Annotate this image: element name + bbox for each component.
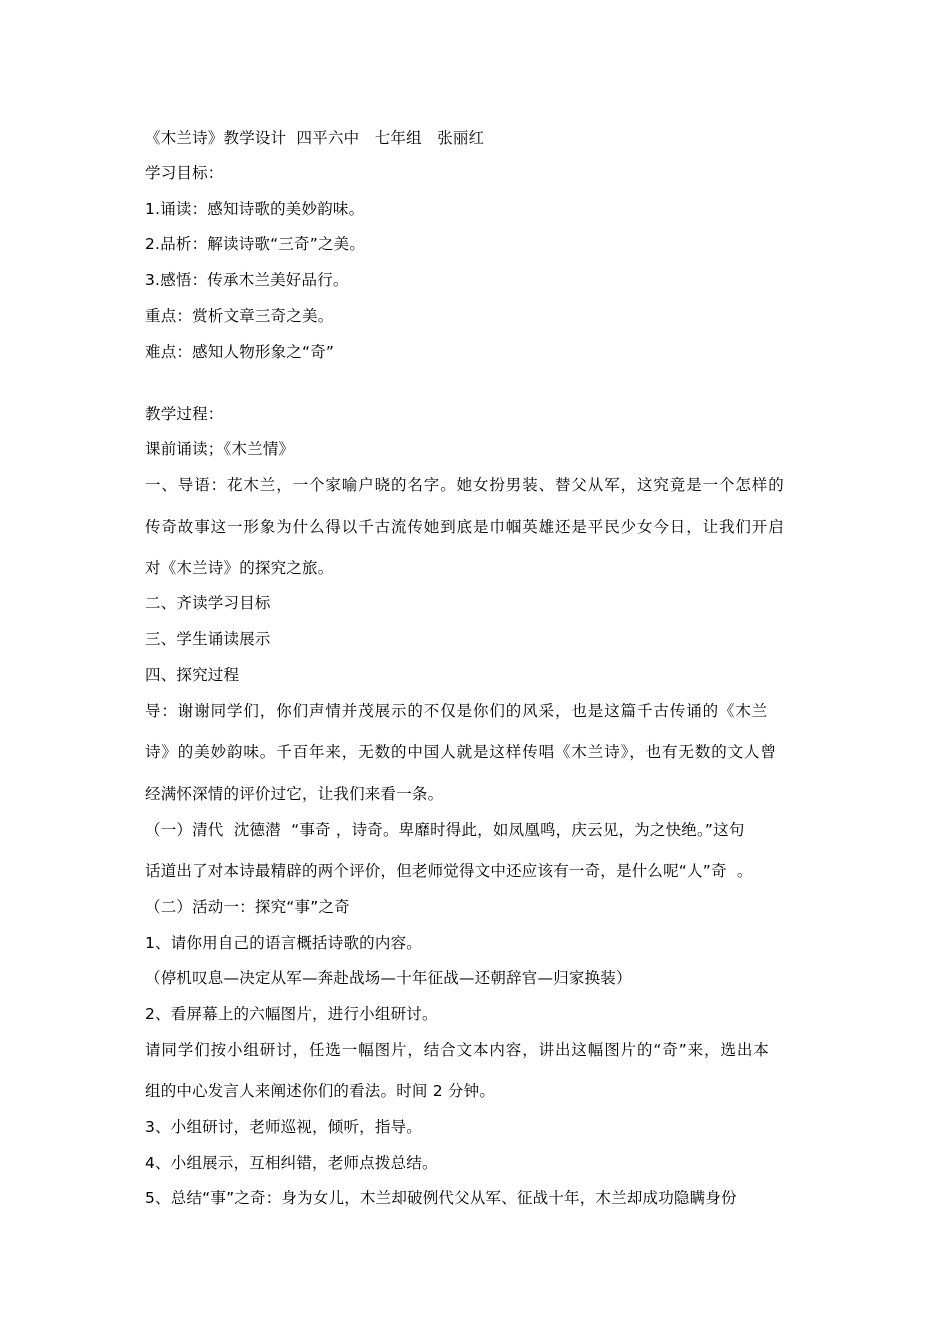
step-heading: 三、学生诵读展示	[145, 630, 271, 648]
objective-item: 1.诵读：感知诗歌的美妙韵味。	[145, 200, 365, 218]
task-detail-line: 组的中心发言人来阐述你们的看法。时间 2 分钟。	[145, 1082, 496, 1100]
part-two-heading: （二）活动一：探究“事”之奇	[145, 898, 350, 916]
objective-item: 3.感悟：传承木兰美好品行。	[145, 271, 349, 289]
task-answer: （停机叹息—决定从军—奔赴战场—十年征战—还朝辞官—归家换装）	[145, 969, 632, 987]
task-detail-line: 请同学们按小组研讨，任选一幅图片，结合文本内容，讲出这幅图片的“奇”来，选出本	[145, 1041, 770, 1059]
intro-paragraph-line: 对《木兰诗》的探究之旅。	[145, 559, 334, 577]
process-heading: 教学过程：	[145, 405, 224, 423]
objectives-heading: 学习目标：	[145, 164, 224, 182]
pre-class-reading: 课前诵读；《木兰情》	[145, 440, 295, 458]
difficult-point: 难点：感知人物形象之“奇”	[145, 343, 335, 361]
document-title-line: 《木兰诗》教学设计 四平六中 七年组 张丽红	[145, 129, 485, 147]
intro-paragraph-line: 传奇故事这一形象为什么得以千古流传她到底是巾帼英雄还是平民少女今日，让我们开启	[145, 518, 785, 536]
task-item: 4、小组展示，互相纠错，老师点拨总结。	[145, 1154, 438, 1172]
guide-paragraph-line: 经满怀深情的评价过它，让我们来看一条。	[145, 785, 444, 803]
task-item: 5、总结“事”之奇：身为女儿，木兰却破例代父从军、征战十年，木兰却成功隐瞒身份	[145, 1189, 737, 1207]
objective-item: 2.品析：解读诗歌“三奇”之美。	[145, 235, 366, 253]
guide-paragraph-line: 导：谢谢同学们，你们声情并茂展示的不仅是你们的风采，也是这篇千古传诵的《木兰	[145, 702, 769, 720]
part-one-line: （一）清代 沈德潜 “事奇 ，诗奇。卑靡时得此，如凤凰鸣，庆云见，为之快绝。”这句	[145, 821, 745, 839]
intro-paragraph-line: 一、导语：花木兰，一个家喻户晓的名字。她女扮男装、替父从军，这究竟是一个怎样的	[145, 476, 785, 494]
step-heading: 四、探究过程	[145, 666, 240, 684]
part-one-line: 话道出了对本诗最精辟的两个评价，但老师觉得文中还应该有一奇，是什么呢“人”奇 。	[145, 862, 753, 880]
task-item: 3、小组研讨，老师巡视，倾听，指导。	[145, 1118, 422, 1136]
step-heading: 二、齐读学习目标	[145, 594, 271, 612]
task-item: 2、看屏幕上的六幅图片，进行小组研讨。	[145, 1005, 438, 1023]
task-item: 1、请你用自己的语言概括诗歌的内容。	[145, 934, 422, 952]
guide-paragraph-line: 诗》的美妙韵味。千百年来，无数的中国人就是这样传唱《木兰诗》，也有无数的文人曾	[145, 743, 777, 761]
key-point: 重点：赏析文章三奇之美。	[145, 307, 334, 325]
